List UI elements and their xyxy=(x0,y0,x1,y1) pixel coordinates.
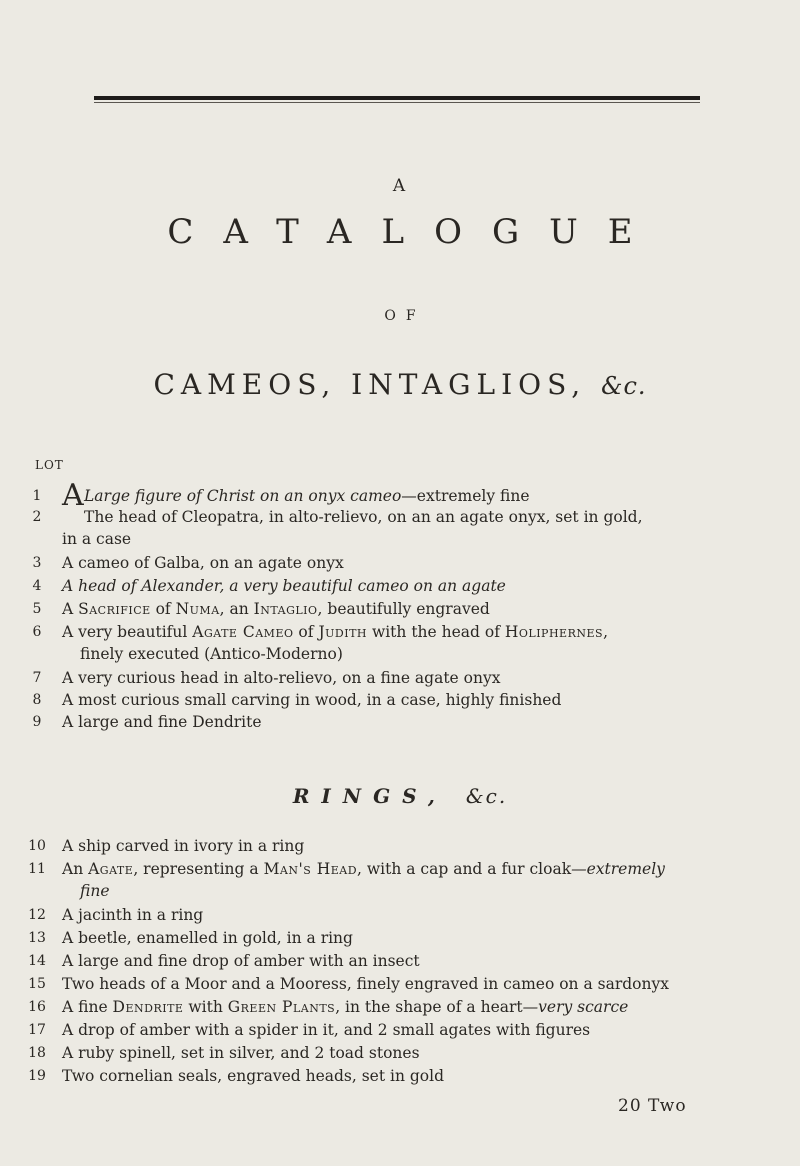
lot-number: 9 xyxy=(32,714,42,730)
lot-number: 18 xyxy=(28,1045,46,1061)
lot-text-part: of xyxy=(150,600,176,618)
lot-number: 10 xyxy=(28,838,46,854)
lot-text-part: , in the shape of a heart xyxy=(335,998,523,1016)
section-title-etc: &c. xyxy=(465,784,508,808)
lot-number: 2 xyxy=(32,509,42,525)
lot-text-smallcaps: Agate xyxy=(88,860,134,878)
lot-number: 8 xyxy=(32,692,42,708)
lot-text-part: with xyxy=(183,998,228,1016)
lot-text-part: , an xyxy=(219,600,254,618)
lot-text-smallcaps: Holiphernes xyxy=(504,623,604,641)
lot-number: 12 xyxy=(28,907,46,923)
lot-number: 7 xyxy=(32,670,42,686)
lot-text-smallcaps: Sacrifice xyxy=(78,600,151,618)
lot-number: 6 xyxy=(32,624,42,640)
heading-article: A xyxy=(392,176,408,196)
lot-number: 11 xyxy=(28,861,46,877)
lot-text-italic: Large figure of Christ on an onyx cameo xyxy=(84,487,402,505)
lot-text: A large and fine Dendrite xyxy=(62,713,262,731)
lot-number: 4 xyxy=(32,578,42,594)
lot-text: Two heads of a Moor and a Mooress, finely engraved in cameo on a sardonyx xyxy=(62,975,669,993)
lot-number: 14 xyxy=(28,953,46,969)
lot-number: 19 xyxy=(28,1068,46,1084)
lot-text: A large and fine drop of amber with an insect xyxy=(62,952,420,970)
lot-text-part: An xyxy=(62,860,89,878)
lot-number: 1 xyxy=(32,488,42,504)
lot-text xyxy=(62,997,712,1018)
lot-text-part: , representing a xyxy=(133,860,264,878)
lot-text: The head of Cleopatra, in alto-relievo, on an an agate onyx, set in gold, xyxy=(84,508,643,526)
drop-cap: A xyxy=(62,478,84,513)
lot-text-smallcaps: Green Plants xyxy=(227,998,336,1016)
section-title-text: RINGS, xyxy=(292,784,447,808)
lot-text: A beetle, enamelled in gold, in a ring xyxy=(62,929,353,947)
lot-text-cont: fine xyxy=(80,882,110,900)
lot-text-part: A fine xyxy=(62,998,113,1016)
lot-text: A most curious small carving in wood, in a case, highly finished xyxy=(62,691,562,709)
lot-text-smallcaps: Agate Cameo xyxy=(192,623,294,641)
lot-text-part: A xyxy=(62,600,79,618)
lot-text-smallcaps: Numa xyxy=(175,600,220,618)
lot-text-italic: —very scarce xyxy=(522,998,629,1016)
heading-of: OF xyxy=(384,308,426,324)
lot-text: A drop of amber with a spider in it, and 2 small agates with figures xyxy=(62,1021,591,1039)
lot-text: Two cornelian seals, engraved heads, set in gold xyxy=(62,1067,445,1085)
lot-text-part: of xyxy=(293,623,319,641)
lot-label: LOT xyxy=(35,458,64,472)
lot-text-part: A very beautiful xyxy=(62,623,193,641)
lot-number: 13 xyxy=(28,930,46,946)
lot-text-roman: —extremely fine xyxy=(401,487,530,505)
lot-text-smallcaps: Intaglio xyxy=(253,600,318,618)
lot-text-smallcaps: Judith xyxy=(318,623,368,641)
lot-text: A ship carved in ivory in a ring xyxy=(62,837,305,855)
page-title: CATALOGUE xyxy=(167,212,663,252)
lot-text-smallcaps: Dendrite xyxy=(112,998,184,1016)
lot-number: 16 xyxy=(28,999,46,1015)
lot-text xyxy=(62,859,712,880)
lot-text-smallcaps: Man's Head xyxy=(263,860,358,878)
lot-text-cont: finely executed (Antico-Moderno) xyxy=(80,645,343,663)
lot-text-cont: in a case xyxy=(62,530,132,548)
lot-number: 5 xyxy=(32,601,42,617)
lot-text-part: , xyxy=(603,623,608,641)
lot-text: A very curious head in alto-relievo, on a fine agate onyx xyxy=(62,669,501,687)
lot-text-part: , beautifully engraved xyxy=(317,600,490,618)
lot-number: 17 xyxy=(28,1022,46,1038)
lot-text-part: with the head of xyxy=(367,623,505,641)
lot-text-italic: —extremely xyxy=(571,860,665,878)
catchword: 20 Two xyxy=(618,1096,687,1116)
lot-text: A head of Alexander, a very beautiful cameo on an agate xyxy=(62,577,506,595)
lot-text: A ruby spinell, set in silver, and 2 toad stones xyxy=(62,1044,420,1062)
subtitle-etc: &c. xyxy=(601,372,647,400)
lot-text: A cameo of Galba, on an agate onyx xyxy=(62,554,344,572)
lot-text-part: , with a cap and a fur cloak xyxy=(357,860,572,878)
lot-text: A jacinth in a ring xyxy=(62,906,204,924)
subtitle-text: CAMEOS, INTAGLIOS, xyxy=(153,368,587,401)
lot-number: 15 xyxy=(28,976,46,992)
lot-number: 3 xyxy=(32,555,42,571)
